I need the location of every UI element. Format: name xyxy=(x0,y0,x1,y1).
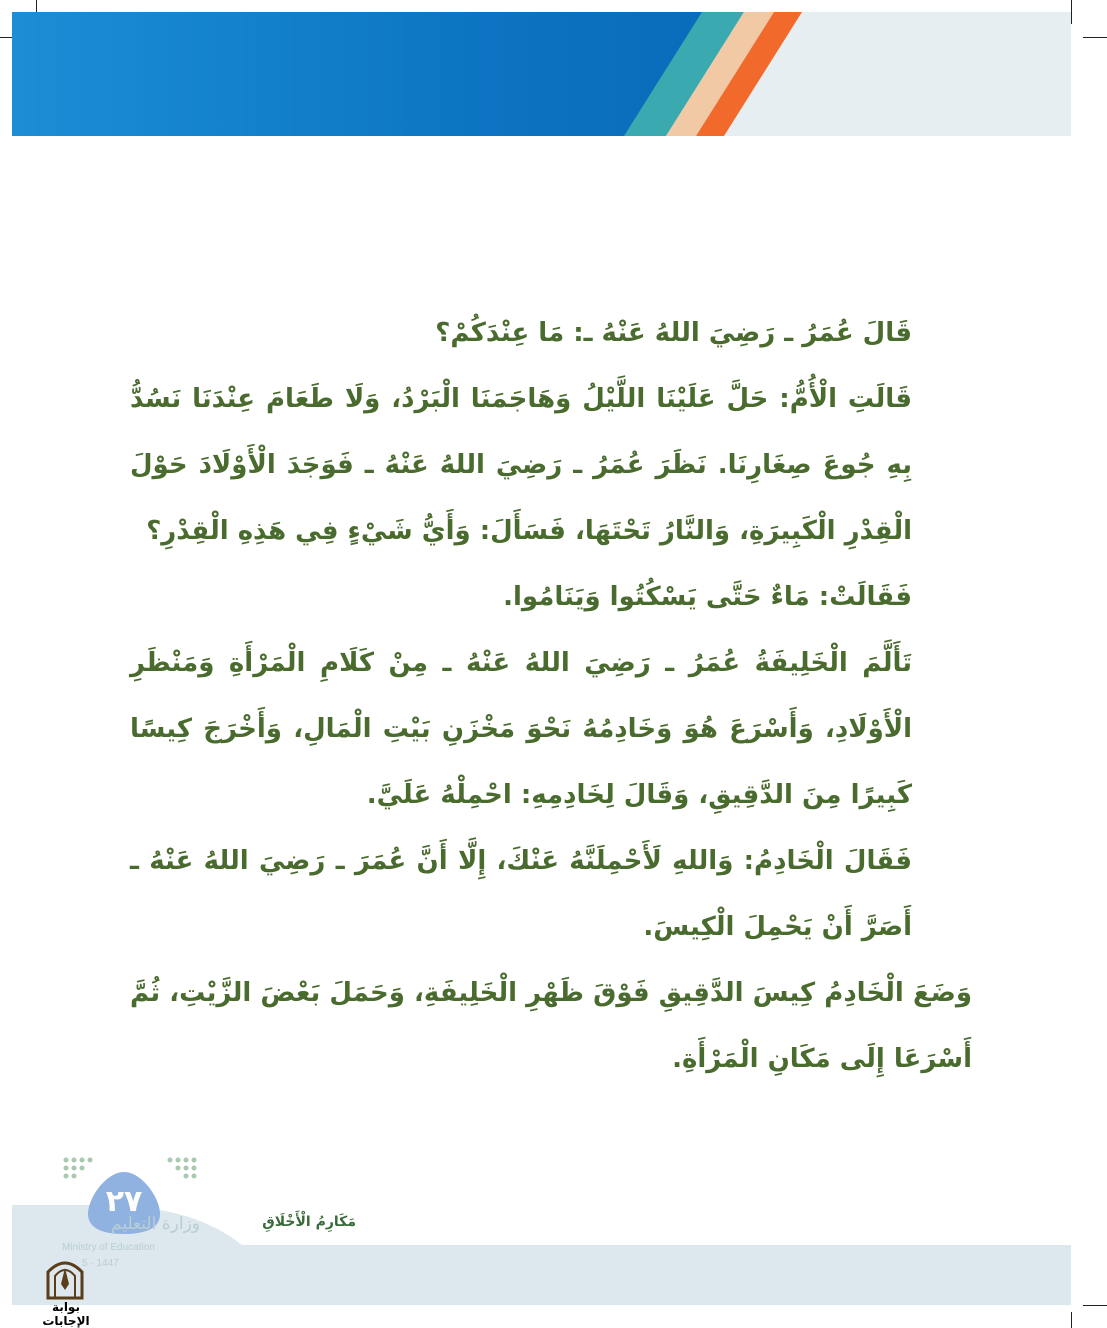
paragraph: فَقَالَ الْخَادِمُ: وَاللهِ لَأَحْمِلَنَّهُ عَنْكَ، إِلَّا أَنَّ عُمَرَ ـ رَضِيَ اللهُ عَنْهُ ـ أَصَرَّ أَنْ يَحْمِلَ الْكِيسَ. xyxy=(130,846,912,942)
paragraph: فَقَالَتْ: مَاءٌ حَتَّى يَسْكُتُوا وَيَنَامُوا. xyxy=(503,582,912,612)
crop-mark xyxy=(1071,1312,1072,1328)
portal-logo-icon xyxy=(44,1254,86,1300)
story-text xyxy=(130,300,972,1092)
paragraph: قَالَتِ الْأُمُّ: حَلَّ عَلَيْنَا اللَّيْلُ وَهَاجَمَنَا الْبَرْدُ، وَلَا طَعَامَ عِنْدَنَا نَسُدُّ بِهِ جُوعَ صِغَارِنَا. نَظَرَ عُمَرُ ـ رَضِيَ اللهُ عَنْهُ ـ فَوَجَدَ الْأَوْلَادَ حَوْلَ الْقِدْرِ الْكَبِيرَةِ، وَالنَّارُ تَحْتَهَا، فَسَأَلَ: وَأَيُّ شَيْءٍ فِي هَذِهِ الْقِدْرِ؟ xyxy=(130,384,912,546)
ministry-name-english: Ministry of Education xyxy=(62,1242,155,1253)
paragraph: قَالَ عُمَرُ ـ رَضِيَ اللهُ عَنْهُ ـ: مَا عِنْدَكُمْ؟ xyxy=(435,318,912,348)
ministry-name-arabic: وزارة التعليم xyxy=(111,1214,200,1234)
paragraph: وَضَعَ الْخَادِمُ كِيسَ الدَّقِيقِ فَوْقَ ظَهْرِ الْخَلِيفَةِ، وَحَمَلَ بَعْضَ الزَّيْتِ، ثُمَّ أَسْرَعَا إِلَى مَكَانِ الْمَرْأَةِ. xyxy=(130,978,972,1074)
header-stripes xyxy=(12,12,1071,136)
crop-mark xyxy=(1083,37,1107,38)
portal-name: بوابة الإجابات xyxy=(42,1300,90,1328)
page-number: ٢٧ xyxy=(105,1184,143,1219)
crop-mark xyxy=(1071,0,1072,24)
edition-year: 5 - 1447 xyxy=(82,1258,119,1269)
header-banner xyxy=(12,12,1071,136)
book-title: مَكَارِمُ الْأَخْلَاقِ xyxy=(262,1214,356,1230)
crop-mark xyxy=(1083,1305,1107,1306)
paragraph: تَأَلَّمَ الْخَلِيفَةُ عُمَرُ ـ رَضِيَ اللهُ عَنْهُ ـ مِنْ كَلَامِ الْمَرْأَةِ وَمَنْظَرِ الْأَوْلَادِ، وَأَسْرَعَ هُوَ وَخَادِمُهُ نَحْوَ مَخْزَنِ بَيْتِ الْمَالِ، وَأَخْرَجَ كِيسًا كَبِيرًا مِنَ الدَّقِيقِ، وَقَالَ لِخَادِمِهِ: احْمِلْهُ عَلَيَّ. xyxy=(130,648,912,810)
